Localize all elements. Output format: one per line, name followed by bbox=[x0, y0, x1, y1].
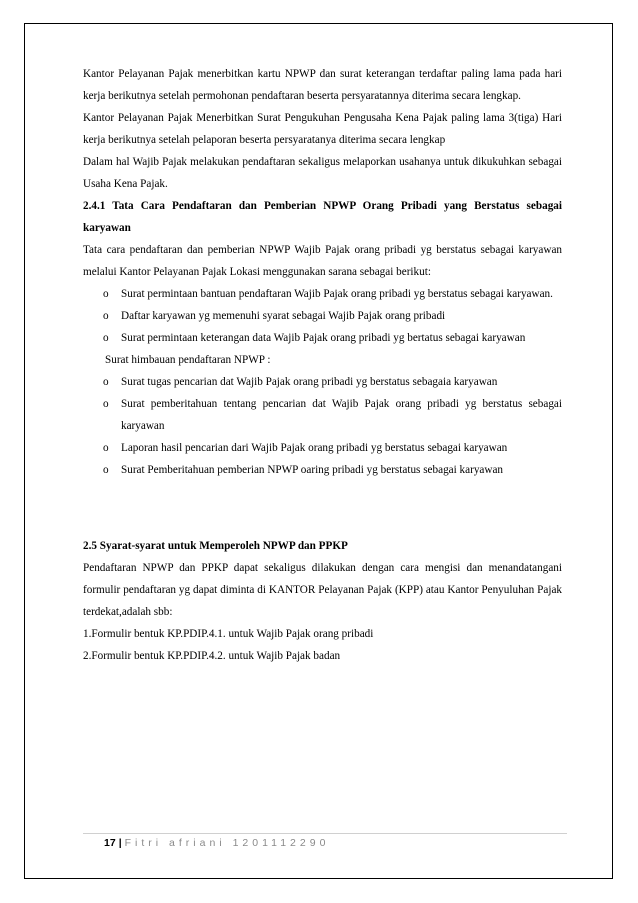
footer-separator: | bbox=[118, 837, 122, 849]
page-number: 17 bbox=[104, 837, 116, 849]
list-item: o Surat pemberitahuan tentang pencarian dat Wajib Pajak orang pribadi yg berstatus sebagai karyawan bbox=[83, 393, 562, 437]
section-241-subheading: Surat himbauan pendaftaran NPWP : bbox=[105, 354, 271, 366]
section-241-intro: Tata cara pendaftaran dan pemberian NPWP Wajib Pajak orang pribadi yg berstatus sebagai karyawan melalui Kantor Pelayanan Pajak Lokasi menggunakan sarana sebagai berikut: bbox=[83, 244, 562, 278]
bullet-icon: o bbox=[103, 288, 109, 300]
list-item: o Surat permintaan keterangan data Wajib Pajak orang pribadi yg bertatus sebagai karyawan bbox=[83, 327, 562, 349]
intro-paragraph-1: Kantor Pelayanan Pajak menerbitkan kartu NPWP dan surat keterangan terdaftar paling lama pada hari kerja berikutnya setelah permohonan pendaftaran beserta persyaratannya diterima secara lengkap. bbox=[83, 68, 562, 102]
list-item: o Surat permintaan bantuan pendaftaran Wajib Pajak orang pribadi yg berstatus sebagai karyawan. bbox=[83, 283, 562, 305]
bullet-icon: o bbox=[103, 442, 109, 454]
list-item: o Daftar karyawan yg memenuhi syarat sebagai Wajib Pajak orang pribadi bbox=[83, 305, 562, 327]
footer-author: Fitri afriani 1201112290 bbox=[124, 837, 330, 849]
section-241-heading: 2.4.1 Tata Cara Pendaftaran dan Pemberian NPWP Orang Pribadi yang Berstatus sebagai karyawan bbox=[83, 200, 562, 234]
section-25-item-1: 1.Formulir bentuk KP.PDIP.4.1. untuk Wajib Pajak orang pribadi bbox=[83, 628, 374, 640]
bullet-icon: o bbox=[103, 398, 109, 410]
bullet-icon: o bbox=[103, 332, 109, 344]
section-25-heading: 2.5 Syarat-syarat untuk Memperoleh NPWP dan PPKP bbox=[83, 540, 348, 552]
facility-list-a bbox=[83, 283, 562, 349]
bullet-icon: o bbox=[103, 464, 109, 476]
intro-paragraph-3: Dalam hal Wajib Pajak melakukan pendaftaran sekaligus melaporkan usahanya untuk dikukuhkan sebagai Usaha Kena Pajak. bbox=[83, 156, 562, 190]
intro-paragraph-2: Kantor Pelayanan Pajak Menerbitkan Surat Pengukuhan Pengusaha Kena Pajak paling lama 3(tiga) Hari kerja berikutnya setelah pelaporan beserta persyaratanya diterima secara lengkap bbox=[83, 112, 562, 146]
footer-divider bbox=[83, 833, 567, 834]
page-footer bbox=[104, 837, 329, 849]
facility-list-b bbox=[83, 371, 562, 481]
list-item: o Surat Pemberitahuan pemberian NPWP oaring pribadi yg berstatus sebagai karyawan bbox=[83, 459, 562, 481]
list-item: o Surat tugas pencarian dat Wajib Pajak orang pribadi yg berstatus sebagaia karyawan bbox=[83, 371, 562, 393]
bullet-icon: o bbox=[103, 310, 109, 322]
list-item: o Laporan hasil pencarian dari Wajib Pajak orang pribadi yg berstatus sebagai karyawan bbox=[83, 437, 562, 459]
section-25-item-2: 2.Formulir bentuk KP.PDIP.4.2. untuk Wajib Pajak badan bbox=[83, 650, 341, 662]
document-body bbox=[83, 63, 562, 667]
section-25-intro: Pendaftaran NPWP dan PPKP dapat sekaligus dilakukan dengan cara mengisi dan menandatangani formulir pendaftaran yg dapat diminta di KANTOR Pelayanan Pajak (KPP) atau Kantor Penyuluhan Pajak terdekat,adalah sbb: bbox=[83, 562, 562, 618]
bullet-icon: o bbox=[103, 376, 109, 388]
